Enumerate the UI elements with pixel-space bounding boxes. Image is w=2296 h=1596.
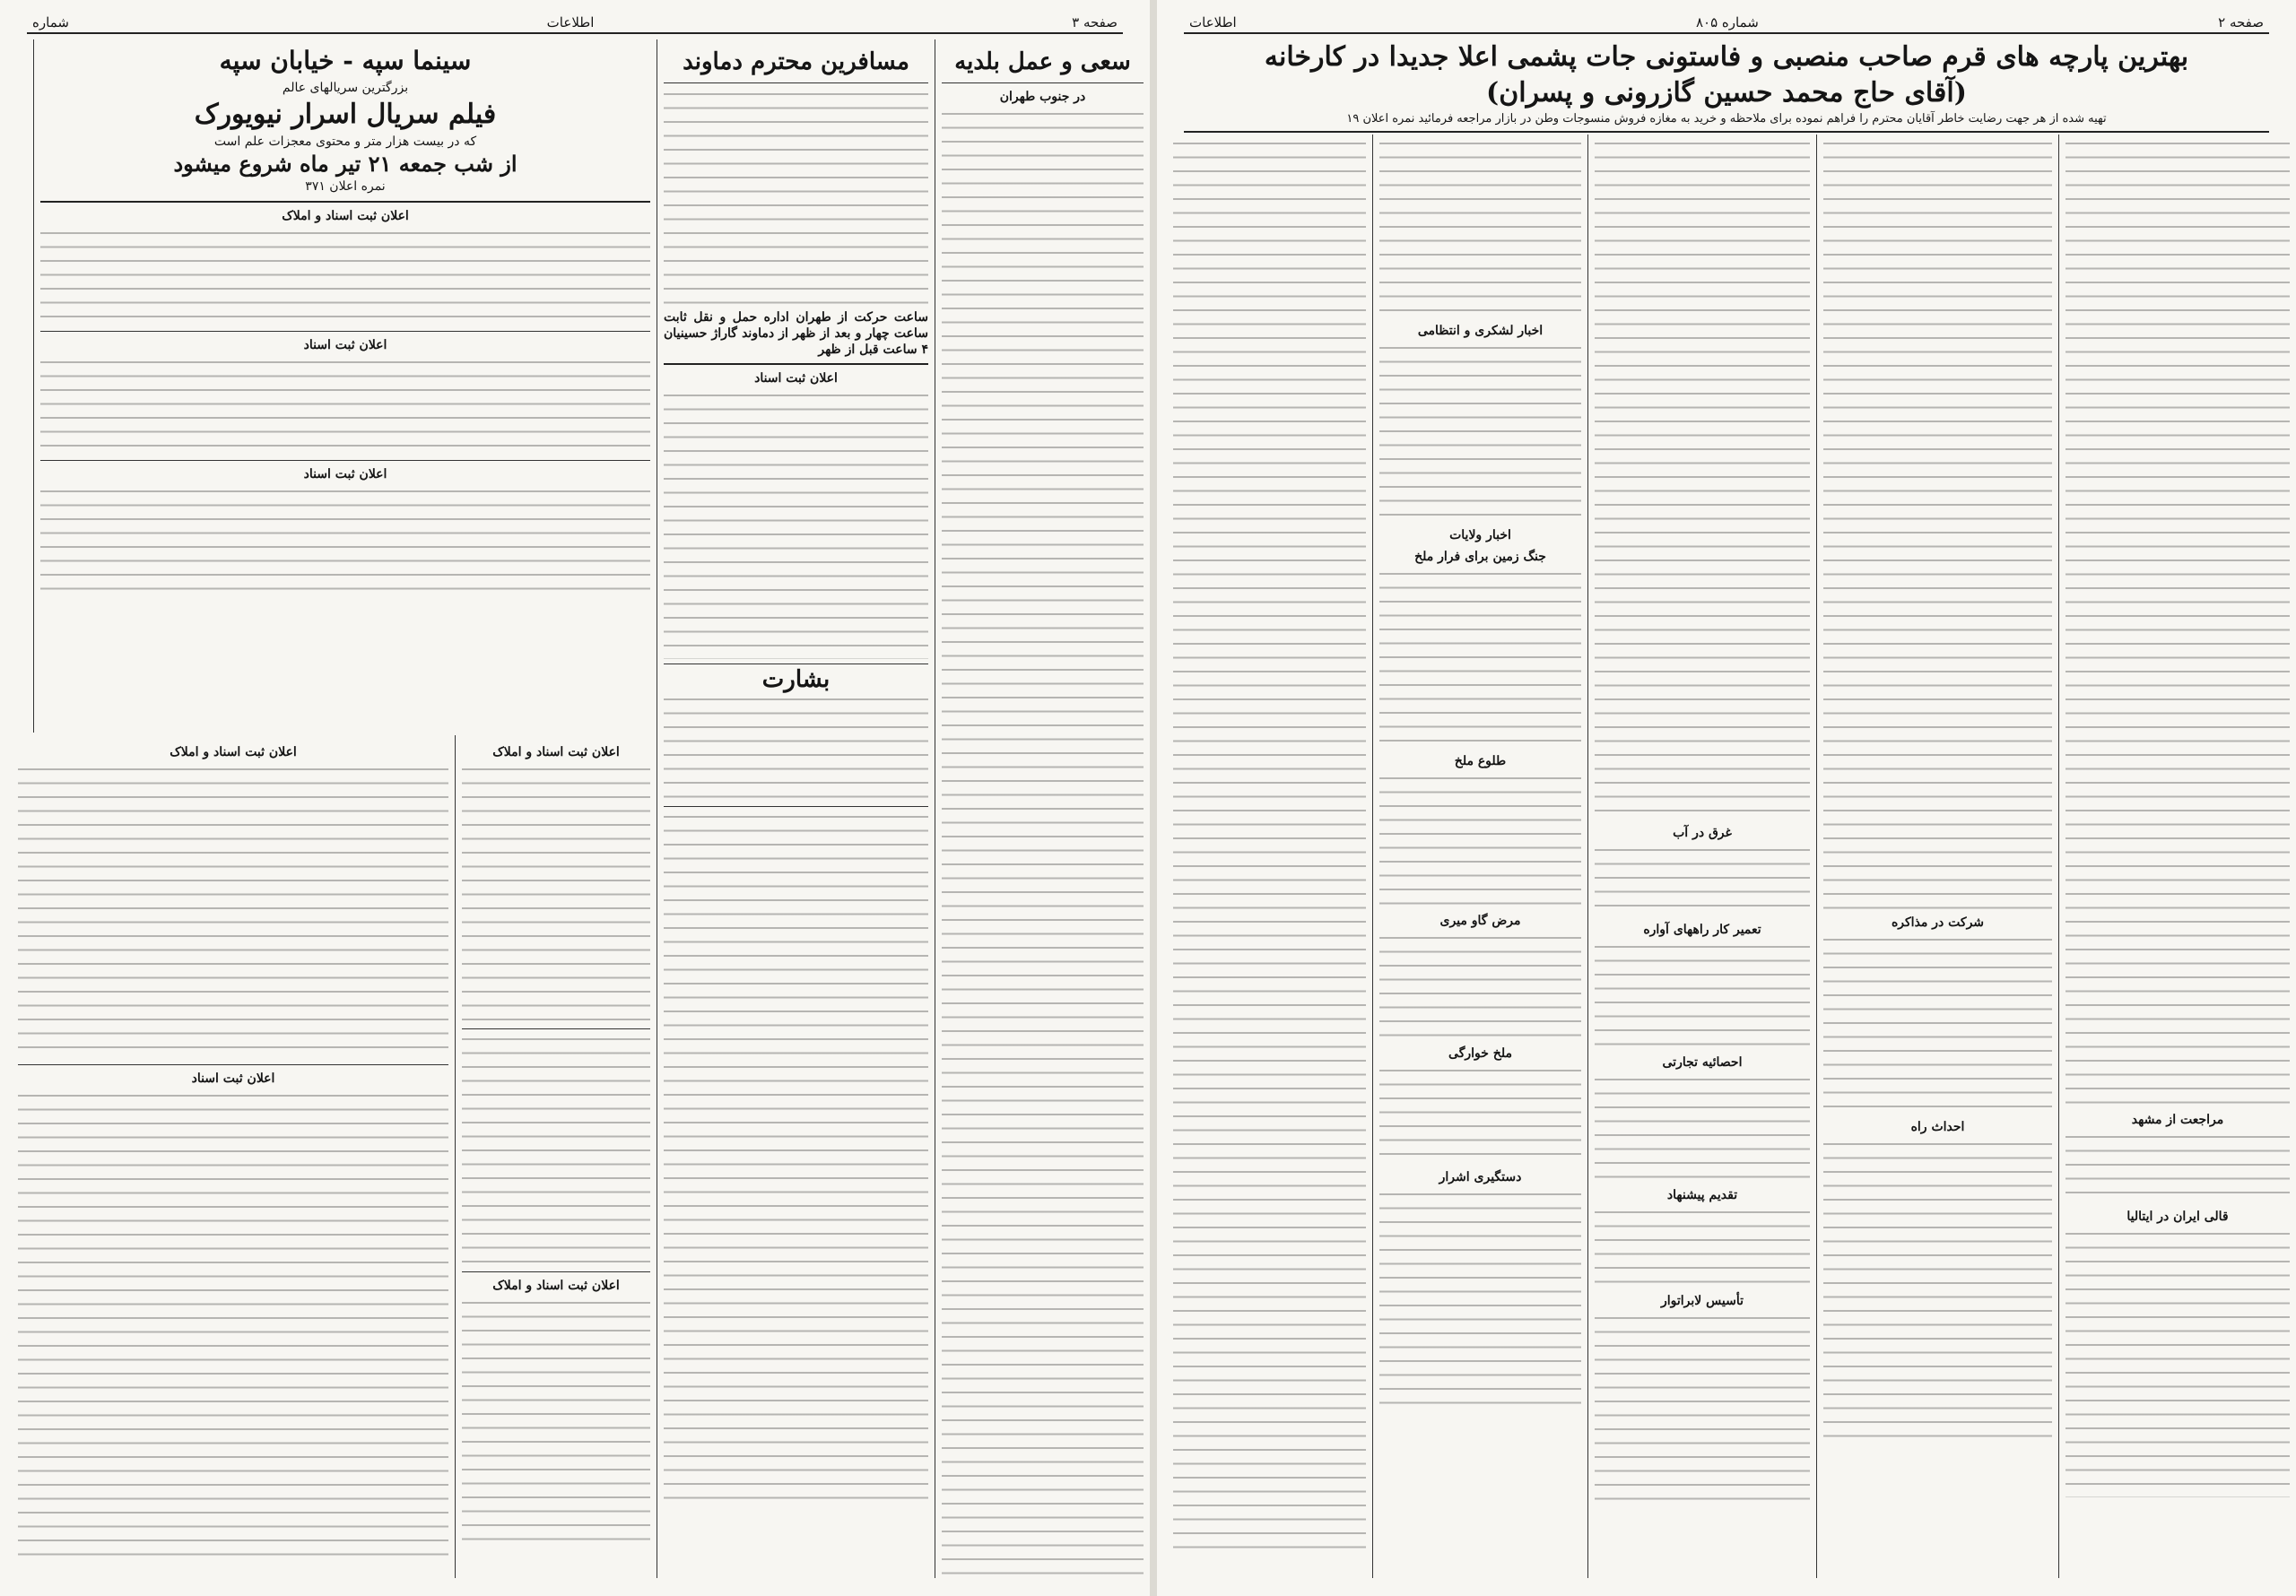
article-body [1823,138,2052,909]
section-heading: ملخ خوارگی [1448,1046,1512,1061]
column-1 [2058,134,2296,1578]
column-4 [1372,134,1587,1578]
notice-heading: بشارت [761,666,831,693]
section-heading: دستگیری اشرار [1439,1170,1522,1184]
section-heading: احداث راه [1910,1120,1965,1134]
section-heading: جنگ زمین برای فرار ملخ [1414,550,1546,564]
notice-heading: اعلان ثبت اسناد و املاک [170,745,297,759]
article-body [2066,1228,2290,1497]
film-description: که در بیست هزار متر و محتوی معجزات علم است [213,134,477,149]
notice-heading: اعلان ثبت اسناد [303,467,387,481]
page-label: صفحه ۳ [1072,14,1118,30]
column-registry-mid [455,735,657,1578]
article-body [1379,1189,1581,1413]
section-heading: اخبار لشکری و انتظامی [1417,324,1544,338]
notice-body [462,1297,650,1548]
article-body [1595,138,1810,820]
column-registry-left [12,735,455,1578]
schedule-notice: ساعت حرکت از طهران اداره حمل و نقل ثابت ساعت چهار و بعد از ظهر از دماوند گاراژ حسینیان ۴ ساعت قبل از ظهر [664,310,928,357]
column-5 [1167,134,1372,1578]
column-2 [1816,134,2058,1578]
newspaper-page-2 [1157,0,2296,1596]
cinema-title: سینما سپه - خیابان سپه [219,46,472,75]
running-head [27,13,1123,34]
notice-heading: اعلان ثبت اسناد [303,338,387,352]
notice-body [462,764,650,1024]
article-body [2066,1132,2290,1203]
article-body [942,108,1144,1578]
article-body [2066,138,2290,1106]
banner-line: (آقای حاج محمد حسین گازرونی و پسران) [1486,77,1967,108]
film-title: فیلم سریال اسرار نیویورک [194,99,497,130]
issue-label: شماره [32,14,69,30]
section-heading: تعمیر کار راههای آواره [1643,923,1761,937]
article-body [664,89,928,304]
column-3 [1587,134,1816,1578]
notice-body [40,357,650,455]
article-body [1595,1207,1810,1288]
article-body [1595,941,1810,1049]
page-label: صفحه ۲ [2218,14,2264,30]
article-body [1379,932,1581,1040]
notice-number: نمره اعلان ۳۷۱ [305,179,386,194]
article-body [1595,1313,1810,1510]
banner-line: بهترین پارچه های قرم صاحب منصبی و فاستونی جات پشمی اعلا جدیدا در کارخانه [1264,41,2189,73]
page-gutter [1150,0,1157,1596]
article-body [1595,845,1810,916]
notice-heading: اعلان ثبت اسناد و املاک [282,209,409,223]
article-body [1379,568,1581,748]
issue-label: شماره ۸۰۵ [1695,14,1759,30]
divider [664,806,928,807]
section-heading: قالی ایران در ایتالیا [2126,1210,2229,1224]
column-cinema-registry [33,39,657,733]
article-title: سعی و عمل بلدیه [942,43,1144,83]
notice-body [18,764,448,1060]
masthead-name: اطلاعات [1189,14,1237,30]
banner-line: تهیه شده از هر جهت رضایت خاطر آقایان محترم را فراهم نموده برای ملاحظه و خرید به مغازه فروش منسوجات وطن در بازار مراجعه فرمائید نمره اعلان ۱۹ [1346,112,2107,126]
column-municipal [935,39,1150,1578]
notice-body [18,1090,448,1557]
advertisement-banner [1184,39,2269,133]
section-heading: اخبار ولایات [1449,528,1511,542]
article-body [1379,773,1581,907]
notice-heading: اعلان ثبت اسناد [754,371,838,386]
section-heading: مرض گاو میری [1439,914,1521,928]
article-body [1173,138,1366,1555]
article-body [1379,1065,1581,1164]
section-heading: شرکت در مذاکره [1891,915,1985,930]
article-body [1379,343,1581,522]
notice-body [462,1034,650,1267]
divider [40,331,650,332]
notice-heading: اعلان ثبت اسناد [191,1071,275,1086]
column-travelers [657,39,935,1578]
notice-body [40,228,650,326]
divider [462,1271,650,1272]
notice-body [664,694,928,802]
section-heading: تقدیم پیشنهاد [1666,1188,1738,1202]
notice-body [40,486,650,594]
article-subtitle: در جنوب طهران [999,90,1086,104]
article-body [1823,934,2052,1114]
cinema-tagline: بزرگترین سریالهای عالم [282,81,409,95]
divider [462,1028,650,1029]
section-heading: مراجعت از مشهد [2131,1113,2224,1127]
divider [18,1064,448,1065]
article-title: مسافرین محترم دماوند [664,43,928,83]
divider [40,460,650,461]
article-body [1379,138,1581,317]
divider [40,201,650,203]
article-body [1823,1139,2052,1444]
film-start-date: از شب جمعه ۲۱ تیر ماه شروع میشود [173,151,517,177]
section-heading: احصائیه تجارتی [1662,1055,1743,1070]
section-heading: غرق در آب [1673,826,1732,840]
notice-body [664,390,928,659]
running-head [1184,13,2269,34]
notice-heading: اعلان ثبت اسناد و املاک [492,745,620,759]
article-body [1595,1074,1810,1182]
masthead-name: اطلاعات [546,14,595,30]
notice-heading: اعلان ثبت اسناد و املاک [492,1279,620,1293]
divider [664,363,928,365]
section-heading: طلوع ملخ [1454,754,1507,768]
article-body [664,811,928,1511]
section-heading: تأسیس لابراتوار [1660,1294,1744,1308]
